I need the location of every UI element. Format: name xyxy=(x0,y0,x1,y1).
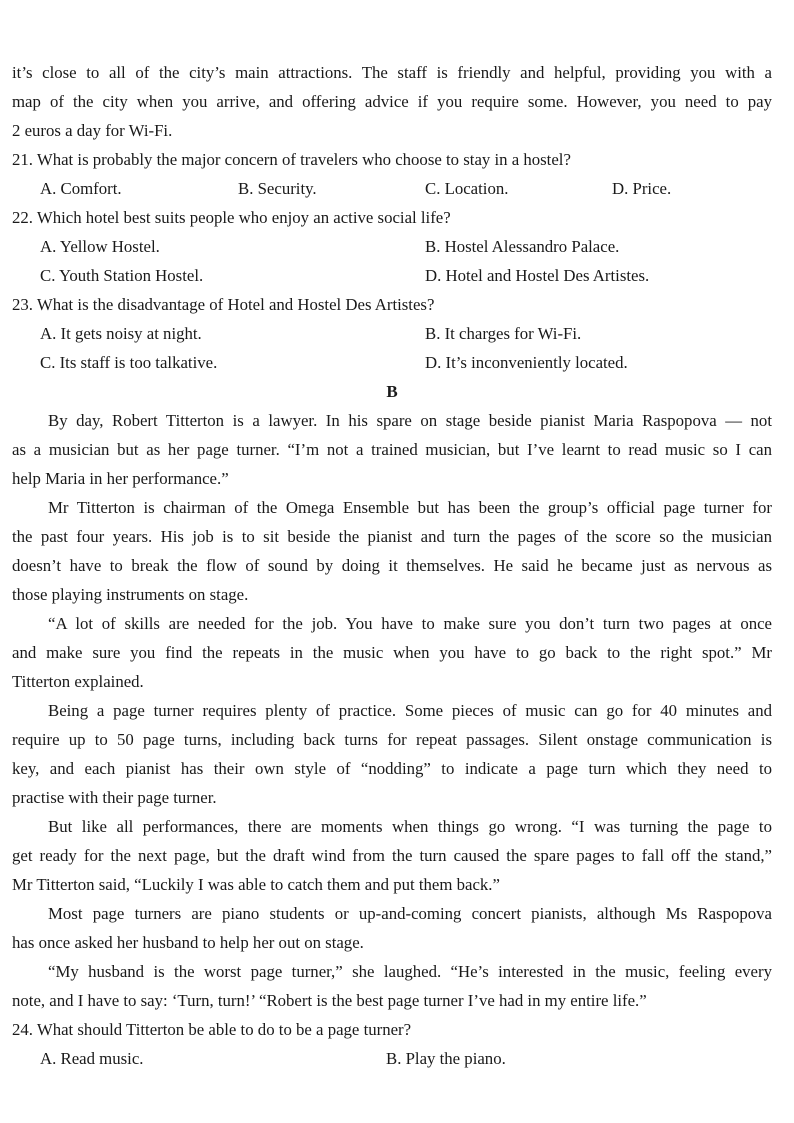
text-line: map of the city when you arrive, and offering advice if you require some. However, you need to pay xyxy=(12,92,772,111)
paragraph xyxy=(12,406,772,493)
text-line: But like all performances, there are moments when things go wrong. “I was turning the page to xyxy=(48,817,772,836)
text-line: has once asked her husband to help her out on stage. xyxy=(12,933,364,952)
question-24 xyxy=(12,1015,772,1073)
paragraph xyxy=(12,493,772,609)
text-line: By day, Robert Titterton is a lawyer. In his spare on stage beside pianist Maria Raspopova — not xyxy=(48,411,772,430)
option-c: C. Its staff is too talkative. xyxy=(40,353,218,372)
text-line: the past four years. His job is to sit beside the pianist and turn the pages of the score so the musician xyxy=(12,527,772,546)
text-line: get ready for the next page, but the draft wind from the turn caused the spare pages to fall off the stand,” xyxy=(12,846,772,865)
passage-b xyxy=(12,406,772,1015)
question-text: 22. Which hotel best suits people who enjoy an active social life? xyxy=(12,208,451,227)
text-line: Mr Titterton is chairman of the Omega Ensemble but has been the group’s official page turner for xyxy=(48,498,772,517)
paragraph xyxy=(12,899,772,957)
question-text: 21. What is probably the major concern of travelers who choose to stay in a hostel? xyxy=(12,150,571,169)
text-line: Being a page turner requires plenty of practice. Some pieces of music can go for 40 minutes and xyxy=(48,701,772,720)
option-b: B. It charges for Wi-Fi. xyxy=(425,324,582,343)
options-row xyxy=(12,261,772,290)
text-line: key, and each pianist has their own style of “nodding” to indicate a page turn which they need to xyxy=(12,759,772,778)
question-text: 24. What should Titterton be able to do to be a page turner? xyxy=(12,1020,412,1039)
options-row xyxy=(12,232,772,261)
question-23 xyxy=(12,290,772,377)
text-line: Most page turners are piano students or up-and-coming concert pianists, although Ms Raspopova xyxy=(48,904,772,923)
text-line: Mr Titterton said, “Luckily I was able to catch them and put them back.” xyxy=(12,875,500,894)
text-line: and make sure you find the repeats in the music when you have to go back to the right spot.” Mr xyxy=(12,643,772,662)
text-line: those playing instruments on stage. xyxy=(12,585,249,604)
option-b: B. Security. xyxy=(238,179,317,198)
option-d: D. It’s inconveniently located. xyxy=(425,353,628,372)
option-a: A. Comfort. xyxy=(40,179,122,198)
intro-paragraph xyxy=(12,58,772,145)
text-line: doesn’t have to break the flow of sound by doing it themselves. He said he became just as nervous as xyxy=(12,556,772,575)
text-line: require up to 50 page turns, including back turns for repeat passages. Silent onstage communication is xyxy=(12,730,772,749)
text-line: “A lot of skills are needed for the job. You have to make sure you don’t turn two pages at once xyxy=(48,614,772,633)
text-line: it’s close to all of the city’s main attractions. The staff is friendly and helpful, providing you with a xyxy=(12,63,772,82)
text-line: Titterton explained. xyxy=(12,672,144,691)
option-a: A. Yellow Hostel. xyxy=(40,237,160,256)
text-line: help Maria in her performance.” xyxy=(12,469,229,488)
option-c: C. Youth Station Hostel. xyxy=(40,266,204,285)
option-d: D. Price. xyxy=(612,179,672,198)
options-row xyxy=(12,348,772,377)
text-line: practise with their page turner. xyxy=(12,788,217,807)
question-22 xyxy=(12,203,772,290)
paragraph xyxy=(12,609,772,696)
options-row xyxy=(12,1044,772,1073)
question-text: 23. What is the disadvantage of Hotel and Hostel Des Artistes? xyxy=(12,295,435,314)
option-d: D. Hotel and Hostel Des Artistes. xyxy=(425,266,650,285)
paragraph xyxy=(12,957,772,1015)
option-a: A. Read music. xyxy=(40,1049,144,1068)
section-heading: B xyxy=(386,382,398,401)
options-row xyxy=(12,174,772,203)
option-b: B. Play the piano. xyxy=(386,1049,506,1068)
text-line: “My husband is the worst page turner,” she laughed. “He’s interested in the music, feeling every xyxy=(48,962,772,981)
text-line: as a musician but as her page turner. “I’m not a trained musician, but I’ve learnt to read music so I can xyxy=(12,440,772,459)
option-c: C. Location. xyxy=(425,179,509,198)
options-row xyxy=(12,319,772,348)
document-page xyxy=(12,58,772,1073)
text-line: 2 euros a day for Wi-Fi. xyxy=(12,121,173,140)
text-line: note, and I have to say: ‘Turn, turn!’ “Robert is the best page turner I’ve had in my entire life.” xyxy=(12,991,647,1010)
question-21 xyxy=(12,145,772,203)
paragraph xyxy=(12,812,772,899)
option-b: B. Hostel Alessandro Palace. xyxy=(425,237,620,256)
option-a: A. It gets noisy at night. xyxy=(40,324,202,343)
paragraph xyxy=(12,696,772,812)
